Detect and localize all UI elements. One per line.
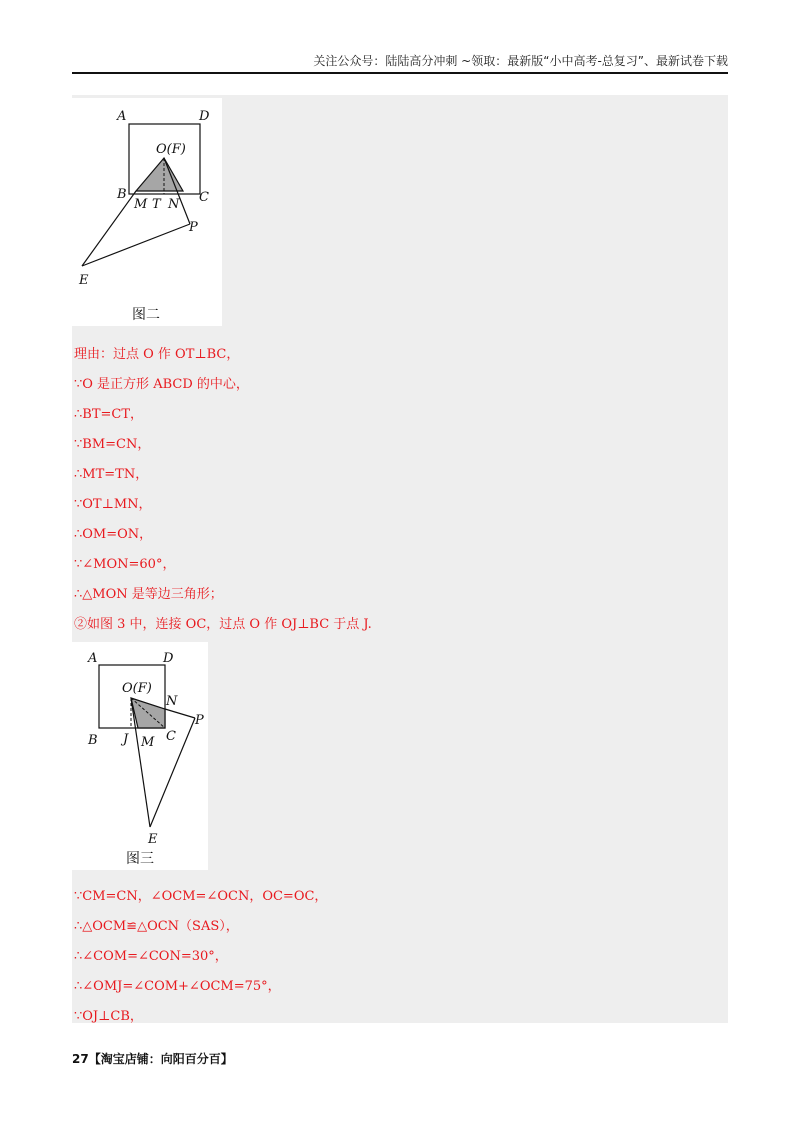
page-footer: 27【淘宝店铺：向阳百分百】 [72,1052,233,1066]
label-p: P [195,713,204,728]
label-n: N [168,197,180,212]
label-o: O(F) [122,681,152,696]
label-c: C [166,729,176,744]
label-d: D [163,651,174,666]
label-e: E [79,273,89,288]
figure-two-caption: 图二 [132,307,160,323]
label-m: M [134,197,148,212]
proof-line-5: ∵OJ⊥CB， [74,1009,143,1024]
figure-three [72,642,208,870]
reason-line-6: ∵OT⊥MN， [74,497,152,512]
label-a: A [117,109,127,124]
page-header: 关注公众号：陆陆高分冲刺 ~领取：最新版“小中高考-总复习”、最新试卷下载 [313,54,728,68]
figure-two [72,98,222,326]
label-p: P [189,220,198,235]
figure-three-caption: 图三 [126,851,154,867]
header-rule [72,72,728,74]
label-c: C [199,190,209,205]
reason-line-3: ∴BT=CT， [74,407,144,422]
reason-line-2: ∵O 是正方形 ABCD 的中心， [74,377,249,392]
segment-me [82,191,136,266]
label-b: B [88,733,98,748]
figure-two-diagram [72,98,222,326]
reason-line-8: ∵∠MON=60°， [74,557,176,572]
figure-three-diagram [72,642,208,870]
segment-ep [82,224,190,266]
reason-line-10: ②如图 3 中，连接 OC，过点 O 作 OJ⊥BC 于点 J. [74,617,372,632]
label-j: J [123,732,129,747]
label-e: E [148,832,158,847]
label-o: O(F) [156,142,186,157]
proof-line-4: ∴∠OMJ=∠COM+∠OCM=75°， [74,979,281,994]
shaded-triangle-omn [136,158,183,191]
reason-line-1: 理由：过点 O 作 OT⊥BC， [74,347,240,362]
reason-line-4: ∵BM=CN， [74,437,151,452]
reason-line-9: ∴△MON 是等边三角形； [74,587,223,602]
label-n: N [166,694,178,709]
label-d: D [199,109,210,124]
proof-line-2: ∴△OCM≌△OCN（SAS）， [74,919,239,934]
reason-line-7: ∴OM=ON， [74,527,153,542]
label-b: B [117,187,127,202]
segment-np [165,709,195,718]
label-m: M [141,735,155,750]
reason-line-5: ∴MT=TN， [74,467,149,482]
label-t: T [152,197,161,212]
proof-line-1: ∵CM=CN，∠OCM=∠OCN，OC=OC， [74,889,328,904]
proof-line-3: ∴∠COM=∠CON=30°， [74,949,228,964]
label-a: A [88,651,98,666]
